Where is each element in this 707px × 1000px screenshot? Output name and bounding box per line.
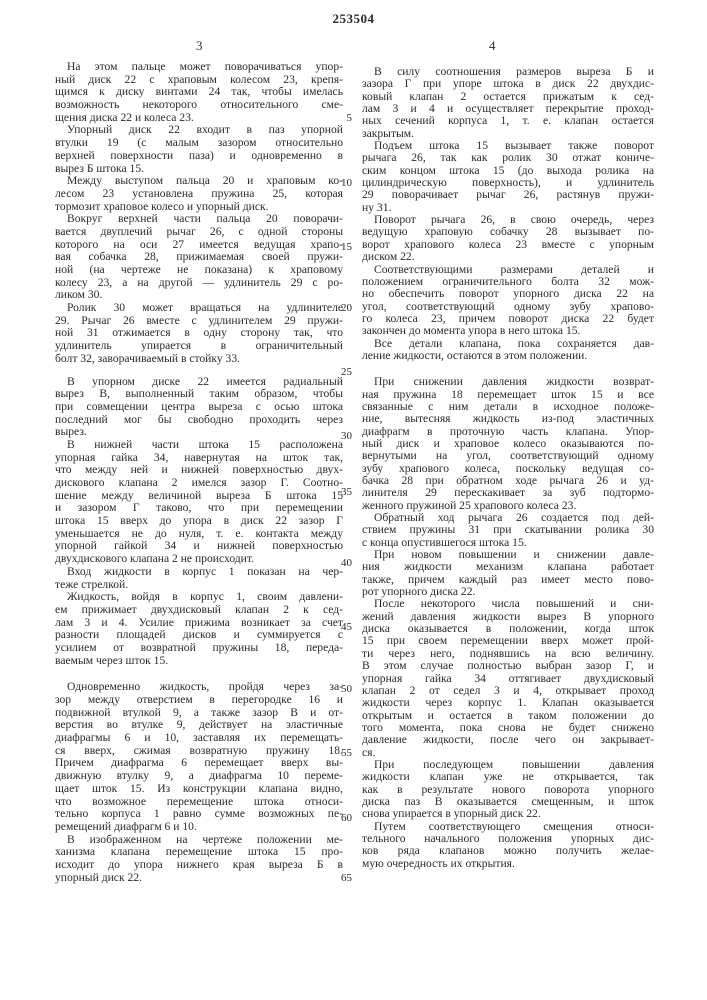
page-number-right: 4 bbox=[489, 38, 496, 54]
line-number: 25 bbox=[330, 366, 352, 378]
text-line: ной (на чертеже не показана) к храповому bbox=[55, 264, 343, 277]
text-line: тельного начального положения упорных дис- bbox=[362, 833, 654, 845]
patent-number: 253504 bbox=[0, 11, 707, 27]
text-line: бачка 28 при обратном ходе рычага 26 и уд- bbox=[362, 475, 654, 487]
text-line: двухдискового клапана 2 не происходит. bbox=[55, 553, 343, 566]
line-number: 15 bbox=[330, 241, 352, 253]
text-line: Подъем штока 15 вызывает также поворот bbox=[362, 140, 654, 152]
text-line: клапан 2 от седел 3 и 4, открывает проход bbox=[362, 685, 654, 697]
text-line: 29 поворачивает рычаг 26, растянув пружи- bbox=[362, 189, 654, 201]
text-line: упорной гайкой 34 и нижней поверхностью bbox=[55, 540, 343, 553]
text-line: закончен до момента упора в него штока 15. bbox=[362, 325, 654, 337]
text-line: дискового клапана 2 имелся зазор Г. Соотно- bbox=[55, 477, 343, 490]
text-line: положением ограничительного болта 32 мож- bbox=[362, 276, 654, 288]
text-line: и зазором Г таково, что при перемещении bbox=[55, 502, 343, 515]
text-line: На этом пальце может поворачиваться упор- bbox=[55, 61, 343, 74]
line-number: 65 bbox=[330, 872, 352, 884]
text-line: щает шток 15. Из конструкции клапана видно, bbox=[55, 783, 343, 796]
text-line: ликом 30. bbox=[55, 289, 343, 302]
text-line: цилиндрическую поверхность), и удлинитель bbox=[362, 177, 654, 189]
text-line: связанные с ним детали в исходное положе- bbox=[362, 401, 654, 413]
text-line: последний мог бы свободно проходить через bbox=[55, 414, 343, 427]
text-line: втулки 19 (с малым зазором относительно bbox=[55, 137, 343, 150]
paragraph bbox=[55, 124, 343, 175]
text-line: шение между величиной выреза Б штока 15 bbox=[55, 490, 343, 503]
text-line: вая собачка 28, прижимаемая своей пружи- bbox=[55, 251, 343, 264]
text-line: уменьшается не до нуля, т. е. контакта между bbox=[55, 528, 343, 541]
paragraph bbox=[362, 512, 654, 549]
text-line: снова упирается в упорный диск 22. bbox=[362, 808, 654, 820]
text-line: вырез Б штока 15. bbox=[55, 163, 343, 176]
paragraph bbox=[362, 821, 654, 870]
line-number: 20 bbox=[330, 302, 352, 314]
page-number-left: 3 bbox=[196, 38, 203, 54]
text-line: вается двуплечий рычаг 26, с одной стороны bbox=[55, 226, 343, 239]
text-line: жидкости через корпус 1. Клапан оказывается bbox=[362, 697, 654, 709]
text-line: верхней поверхности паза) и одновременно в bbox=[55, 150, 343, 163]
line-number: 50 bbox=[330, 683, 352, 695]
text-line: щимся к диску винтами 24 так, чтобы имелась bbox=[55, 86, 343, 99]
text-line: того момента, пока снова не будет снижено bbox=[362, 722, 654, 734]
text-line: теже стрелкой. bbox=[55, 579, 343, 592]
text-line: ная пружина 18 перемещает шток 15 и все bbox=[362, 389, 654, 401]
text-line: ведущую храповую собачку 28 вызывает по- bbox=[362, 226, 654, 238]
text-line: рычага 26, так как ролик 30 отжат кониче- bbox=[362, 152, 654, 164]
right-text-column bbox=[362, 66, 654, 870]
text-line: подвижной втулкой 9, а также зазор В и от- bbox=[55, 707, 343, 720]
text-line: В изображенном на чертеже положении ме- bbox=[55, 834, 343, 847]
text-line: Соответствующими размерами деталей и bbox=[362, 264, 654, 276]
text-line: усилием от возвратной пружины 18, переда- bbox=[55, 642, 343, 655]
line-number: 35 bbox=[330, 486, 352, 498]
text-line: штока 15 вверх до упора в диск 22 зазор Г bbox=[55, 515, 343, 528]
text-line: диском 22. bbox=[362, 251, 654, 263]
text-line: мую очередность их открытия. bbox=[362, 858, 654, 870]
text-line: ским концом штока 15 (до выхода ролика на bbox=[362, 165, 654, 177]
text-line: упорный диск 22. bbox=[55, 872, 343, 885]
text-line: диска паз В оказывается смещенным, и шток bbox=[362, 796, 654, 808]
text-line: при совмещении центра выреза с осью штока bbox=[55, 401, 343, 414]
text-line: открытым и остается в таком положении до bbox=[362, 710, 654, 722]
text-line: угол, соответствующий одному зубу храпово- bbox=[362, 301, 654, 313]
text-line: Одновременно жидкость, пройдя через за- bbox=[55, 681, 343, 694]
text-line: При снижении давления жидкости возврат- bbox=[362, 376, 654, 388]
text-line: тормозит храповое колесо и упорный диск. bbox=[55, 201, 343, 214]
paragraph bbox=[362, 66, 654, 140]
paragraph bbox=[362, 338, 654, 363]
paragraph bbox=[362, 264, 654, 338]
text-line: болт 32, заворачиваемый в стойку 33. bbox=[55, 353, 343, 366]
text-line: ся вверх, сжимая возвратную пружину 18. bbox=[55, 745, 343, 758]
text-line: Обратный ход рычага 26 создается под дей- bbox=[362, 512, 654, 524]
text-line: Жидкость, войдя в корпус 1, своим давлени- bbox=[55, 591, 343, 604]
text-line: зубу храпового колеса, поскольку ведущая со- bbox=[362, 463, 654, 475]
text-line: лам 3 и 4 и осуществляет перекрытие проход- bbox=[362, 103, 654, 115]
line-number: 60 bbox=[330, 812, 352, 824]
text-line: го колеса 23, причем поворот диска 22 будет bbox=[362, 313, 654, 325]
line-number: 30 bbox=[330, 430, 352, 442]
text-line: ствием пружины 31 при скатывании ролика 30 bbox=[362, 524, 654, 536]
text-line: которого на оси 27 имеется ведущая храпо- bbox=[55, 239, 343, 252]
text-line: Вокруг верхней части пальца 20 поворачи- bbox=[55, 213, 343, 226]
text-line: с конца опустившегося штока 15. bbox=[362, 537, 654, 549]
text-line: разности площадей дисков и суммируется с bbox=[55, 629, 343, 642]
text-line: Все детали клапана, пока сохраняется дав- bbox=[362, 338, 654, 350]
text-line: Причем диафрагма 6 перемещает вверх вы- bbox=[55, 757, 343, 770]
text-line: как в результате нового поворота упорного bbox=[362, 784, 654, 796]
text-line: но обеспечить поворот упорного диска 22 на bbox=[362, 288, 654, 300]
text-line: что возможное перемещение штока относи- bbox=[55, 796, 343, 809]
text-line: ремещений диафрагм 6 и 10. bbox=[55, 821, 343, 834]
paragraph bbox=[55, 376, 343, 439]
text-line: жений давления жидкости вырез В упорного bbox=[362, 611, 654, 623]
text-line: 15 при своем перемещении вверх может прой- bbox=[362, 635, 654, 647]
paragraph bbox=[55, 566, 343, 591]
paragraph bbox=[362, 140, 654, 214]
text-line: Ролик 30 может вращаться на удлинителе bbox=[55, 302, 343, 315]
paragraph bbox=[55, 302, 343, 365]
text-line: ти через него, поднявшись на всю величину. bbox=[362, 648, 654, 660]
text-line: диафрагмы 6 и 10, заставляя их перемещать- bbox=[55, 732, 343, 745]
text-line: 29. Рычаг 26 вместе с удлинителем 29 пружи- bbox=[55, 315, 343, 328]
text-line: вырез. bbox=[55, 426, 343, 439]
line-number: 10 bbox=[330, 177, 352, 189]
text-line: ков ряда клапанов можно получить желае- bbox=[362, 845, 654, 857]
paragraph bbox=[55, 834, 343, 885]
text-line: ние, вытесняя жидкость из-под эластичных bbox=[362, 413, 654, 425]
text-line: упорная гайка 34, навернутая на шток так, bbox=[55, 452, 343, 465]
text-line: исходит до упора нижнего края выреза Б в bbox=[55, 859, 343, 872]
text-line: ковый клапан 2 остается прижатым к сед- bbox=[362, 91, 654, 103]
text-line: ся. bbox=[362, 747, 654, 759]
paragraph bbox=[362, 549, 654, 598]
paragraph bbox=[362, 759, 654, 821]
text-line: закрытым. bbox=[362, 128, 654, 140]
text-line: давление жидкости, после чего он закрывает- bbox=[362, 734, 654, 746]
text-line: зор между отверстием в перегородке 16 и bbox=[55, 694, 343, 707]
text-line: лам 3 и 4. Усилие прижима возникает за счет bbox=[55, 617, 343, 630]
text-line: удлинитель упирается в ограничительный bbox=[55, 340, 343, 353]
paragraph bbox=[362, 598, 654, 758]
text-line: рот упорного диска 22. bbox=[362, 586, 654, 598]
text-line: ной 31 отжимается в одну сторону так, что bbox=[55, 327, 343, 340]
text-line: линителя 29 перескакивает за зуб подтормо- bbox=[362, 487, 654, 499]
line-number: 40 bbox=[330, 557, 352, 569]
paragraph bbox=[55, 175, 343, 213]
text-line: Упорный диск 22 входит в паз упорной bbox=[55, 124, 343, 137]
text-line: верстия во втулке 9, действует на эластичные bbox=[55, 719, 343, 732]
text-line: тельно корпуса 1 равно сумме возможных пе- bbox=[55, 808, 343, 821]
text-line: также, причем каждый раз имеет место пово- bbox=[362, 574, 654, 586]
text-line: В нижней части штока 15 расположена bbox=[55, 439, 343, 452]
text-line: щения диска 22 и колеса 23. bbox=[55, 112, 343, 125]
text-line: После некоторого числа повышений и сни- bbox=[362, 598, 654, 610]
text-line: Вход жидкости в корпус 1 показан на чер- bbox=[55, 566, 343, 579]
line-number: 55 bbox=[330, 747, 352, 759]
paragraph bbox=[362, 214, 654, 263]
text-line: В этом случае полностью выбран зазор Г, и bbox=[362, 660, 654, 672]
paragraph bbox=[55, 213, 343, 302]
text-line: Между выступом пальца 20 и храповым ко- bbox=[55, 175, 343, 188]
text-line: движную втулку 9, а диафрагма 10 переме- bbox=[55, 770, 343, 783]
paragraph bbox=[55, 681, 343, 833]
text-line: жидкости клапан уже не открывается, так bbox=[362, 771, 654, 783]
text-line: ну 31. bbox=[362, 202, 654, 214]
line-number: 5 bbox=[330, 112, 352, 124]
text-line: упорная гайка 34 оттягивает двухдисковый bbox=[362, 673, 654, 685]
text-line: В силу соотношения размеров выреза Б и bbox=[362, 66, 654, 78]
text-line: ния жидкости механизм клапана работает bbox=[362, 561, 654, 573]
text-line: вырез В, выполненный таким образом, чтобы bbox=[55, 388, 343, 401]
text-line: При последующем повышении давления bbox=[362, 759, 654, 771]
text-line: Поворот рычага 26, в свою очередь, через bbox=[362, 214, 654, 226]
text-line: диска оказывается в положении, когда шток bbox=[362, 623, 654, 635]
text-line: зазора Г при упоре штока в диск 22 двухдис- bbox=[362, 78, 654, 90]
text-line: В упорном диске 22 имеется радиальный bbox=[55, 376, 343, 389]
text-line: лесом 23 установлена пружина 25, которая bbox=[55, 188, 343, 201]
text-line: ем прижимает двухдисковый клапан 2 к сед- bbox=[55, 604, 343, 617]
text-line: ный диск и храповое колесо оказываются по- bbox=[362, 438, 654, 450]
left-text-column bbox=[55, 61, 343, 884]
paragraph bbox=[55, 439, 343, 566]
text-line: вернутыми на угол, соответствующий одному bbox=[362, 450, 654, 462]
text-line: ворот храпового колеса 23 вместе с упорным bbox=[362, 239, 654, 251]
text-line: диафрагм в проточную часть клапана. Упор- bbox=[362, 426, 654, 438]
text-line: женного пружиной 25 храпового колеса 23. bbox=[362, 500, 654, 512]
text-line: ваемым через шток 15. bbox=[55, 655, 343, 668]
paragraph bbox=[55, 61, 343, 124]
text-line: ление жидкости, остаются в этом положении. bbox=[362, 350, 654, 362]
text-line: Путем соответствующего смещения относи- bbox=[362, 821, 654, 833]
text-line: возможность некоторого относительного сме- bbox=[55, 99, 343, 112]
text-line: ный диск 22 с храповым колесом 23, крепя- bbox=[55, 74, 343, 87]
paragraph bbox=[362, 376, 654, 512]
text-line: колесу 23, а на другой — удлинитель 29 с ро- bbox=[55, 277, 343, 290]
text-line: При новом повышении и снижении давле- bbox=[362, 549, 654, 561]
text-line: ханизма клапана перемещение штока 15 про- bbox=[55, 846, 343, 859]
text-line: ных сечений корпуса 1, т. е. клапан остается bbox=[362, 115, 654, 127]
text-line: что между ней и нижней поверхностью двух- bbox=[55, 464, 343, 477]
paragraph bbox=[55, 591, 343, 667]
line-number: 45 bbox=[330, 621, 352, 633]
